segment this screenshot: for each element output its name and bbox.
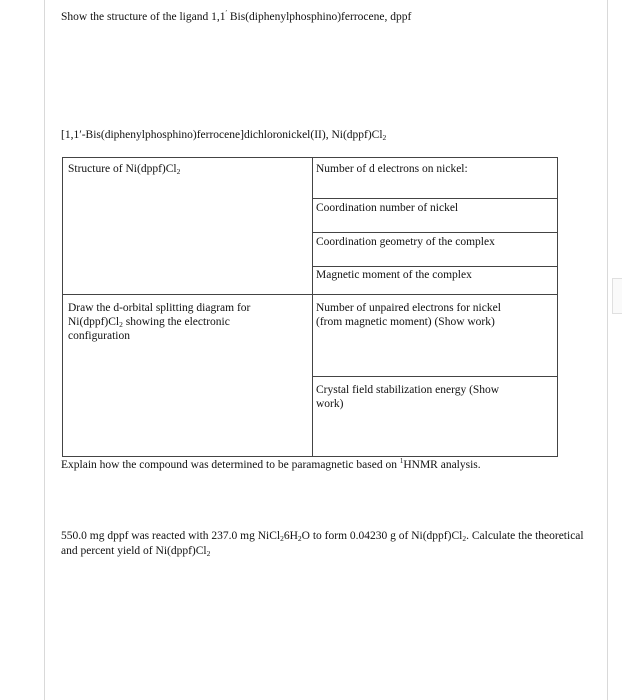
structure-cell-label: Structure of $Ni(dppf)Cl_2$	[68, 163, 181, 176]
cfse-cell-label: Crystal field stabilization energy (Show work)	[316, 384, 500, 410]
question-yield-calculation: 550.0 mg dppf was reacted with 237.0 mg $NiCl_26H_2O$ to form 0.04230 g of $Ni(dppf)Cl_2$. Calculate the theoretical and percent yield of $Ni(dppf)Cl_2$	[61, 530, 584, 558]
unpaired-electrons-cell-label: Number of unpaired electrons for nickel (from magnetic moment) (Show work)	[316, 302, 501, 328]
table-divider-vertical	[312, 158, 313, 456]
table-divider-right-1	[312, 198, 557, 199]
magnetic-moment-cell-label: Magnetic moment of the complex	[316, 269, 472, 281]
d-electrons-cell-label: Number of d electrons on nickel:	[316, 163, 468, 175]
coordination-number-cell-label: Coordination number of nickel	[316, 202, 459, 214]
table-divider-right-5	[312, 376, 557, 377]
question-ligand-structure: Show the structure of the ligand 1,1′ Bis(diphenylphosphino)ferrocene, dppf	[61, 9, 412, 23]
side-scroll-tab[interactable]	[612, 278, 622, 314]
coordination-geometry-cell-label: Coordination geometry of the complex	[316, 236, 495, 248]
document-page	[44, 0, 608, 700]
answer-table	[62, 157, 558, 457]
splitting-diagram-cell-label: Draw the d-orbital splitting diagram for $Ni(dppf)Cl_2$ showing the electronic configuration	[68, 302, 251, 342]
question-paramagnetic-nmr: Explain how the compound was determined to be paramagnetic based on $^1$HNMR analysis.	[61, 457, 481, 471]
table-divider-left	[63, 294, 312, 295]
question-complex-title: [1,1′-Bis(diphenylphosphino)ferrocene]dichloronickel(II), $Ni(dppf)Cl_2$	[61, 129, 387, 142]
table-divider-right-4	[312, 294, 557, 295]
table-divider-right-3	[312, 266, 557, 267]
table-divider-right-2	[312, 232, 557, 233]
